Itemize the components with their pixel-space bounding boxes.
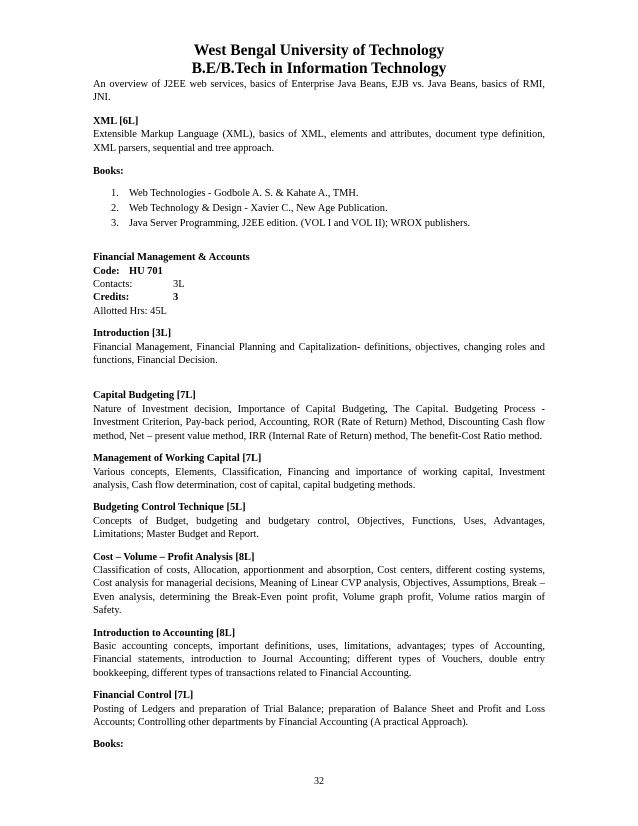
course-code-row [93,265,545,278]
university-title: West Bengal University of Technology [193,42,445,59]
section-text: Basic accounting concepts, important definitions, uses, limitations, advantages; types of Accounting, Financial statements, introduction to Journal Accounting; different types of Vouchers, double entry bookkeeping, different types of transactions related to Financial Accounting. [93,640,545,679]
credits-row [93,291,545,304]
section-text: Posting of Ledgers and preparation of Trial Balance; preparation of Balance Sheet and Profit and Loss Accounts; Controlling other departments by Financial Accounting (A practical Approach). [93,703,545,728]
section-heading: Introduction [3L] [93,328,172,340]
document-page [93,42,545,752]
code-label: Code: [93,265,120,277]
section-text: Financial Management, Financial Planning and Capitalization- definitions, objectives, changing roles and functions, Financial Decision. [93,341,545,367]
course-title: Financial Management & Accounts [93,252,250,264]
section-text: Classification of costs, Allocation, apportionment and absorption, Cost centers, different costing systems, Cost analysis for managerial decisions, Meaning of Linear CVP analysis, Objectives, Assumptions, Break – Even analysis, determining the Break-Even point profit, Volume graph profit, Volume ratios margin of Safety. [93,564,545,617]
page-number: 32 [314,776,324,787]
section-heading: Cost – Volume – Profit Analysis [8L] [93,551,255,563]
xml-text: Extensible Markup Language (XML), basics of XML, elements and attributes, document type definition, XML parsers, sequential and tree approach. [93,129,545,154]
programme-title: B.E/B.Tech in Information Technology [191,60,447,77]
allotted-hours: Allotted Hrs: 45L [93,305,167,317]
xml-heading: XML [6L] [93,115,139,127]
credits-value: 3 [173,292,179,304]
contacts-value: 3L [173,279,185,291]
book-item: 1. Web Technologies - Godbole A. S. & Kahate A., TMH. [111,188,359,200]
book-item: 2. Web Technology & Design - Xavier C., New Age Publication. [111,203,388,215]
code-value: HU 701 [129,265,163,277]
intro-paragraph: An overview of J2EE web services, basics of Enterprise Java Beans, EJB vs. Java Beans, basics of RMI, JNI. [93,79,545,104]
books-heading-2: Books: [93,739,124,751]
section-text: Concepts of Budget, budgeting and budgetary control, Objectives, Functions, Uses, Advantages, Limitations; Master Budget and Report. [93,515,545,541]
book-item: 3. Java Server Programming, J2EE edition. (VOL I and VOL II); WROX publishers. [111,217,471,229]
section-heading: Introduction to Accounting [8L] [93,627,236,639]
books-list-1 [93,187,545,231]
section-heading: Financial Control [7L] [93,690,194,702]
section-heading: Management of Working Capital [7L] [93,453,262,465]
section-heading: Capital Budgeting [7L] [93,390,196,402]
contacts-label: Contacts: [93,279,133,291]
section-heading: Budgeting Control Technique [5L] [93,502,246,514]
section-text: Various concepts, Elements, Classification, Financing and importance of working capital, Investment analysis, Cash flow determination, cost of capital, capital budgeting methods. [93,466,545,491]
document-header [93,42,545,78]
section-text: Nature of Investment decision, Importance of Capital Budgeting, The Capital. Budgeting Process - Investment Criterion, Pay-back period, Accounting, ROR (Rate of Return) Method, Discounting Cash flow method, Net – present value method, IRR (Internal Rate of Return) method, The benefit-Cost Ratio method. [93,403,545,442]
credits-label: Credits: [93,292,130,304]
books-heading-1: Books: [93,166,124,178]
contacts-row [93,278,545,291]
